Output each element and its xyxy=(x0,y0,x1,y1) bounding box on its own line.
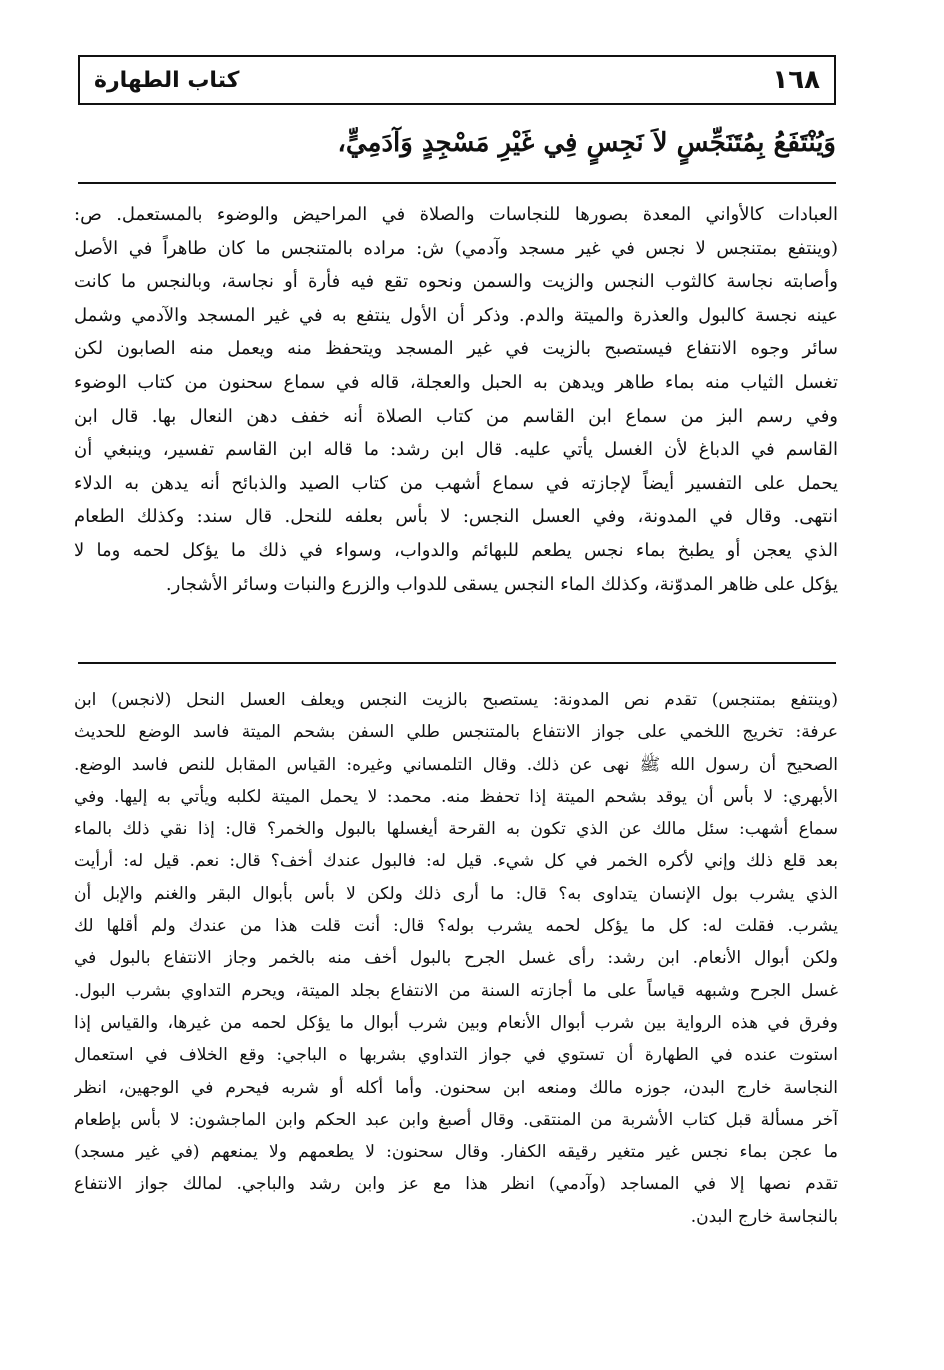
sharh-line: عينه نجسة كالبول والعذرة والميتة والدم. وذكر أن الأول ينتفع به في غير المسجد والآدمي وشمل xyxy=(74,304,838,326)
sharh-line: الذي يعجن أو يطبخ بماء نجس يطعم للبهائم والدواب، وسواء في ذلك ما يؤكل لحمه وما لا xyxy=(74,539,838,561)
sharh-line: تغسل الثياب منه بماء طاهر ويدهن به الحبل والعجلة، قاله في سماع سحنون من كتاب الوضوء xyxy=(74,371,838,393)
hashiya-line: الصحيح أن رسول الله ﷺ نهى عن ذلك. وقال التلمساني وغيره: القياس المقابل للنص فاسد الوضع. xyxy=(74,754,838,775)
hashiya-line: استوت عنده في الطهارة أن تستوي في جواز التداوي بشربها ه الباجي: وقع الخلاف في استعمال xyxy=(74,1045,838,1066)
hashiya-line: بعد قلع ذلك وإني لأكره الخمر في كل شيء. قيل له: فالبول عندك أخف؟ قال: نعم. قيل له: أرأيت xyxy=(74,851,838,872)
sharh-line: انتهى. وقال في المدونة، وفي العسل النجس: لا بأس بعلفه للنحل. قال سند: وكذلك الطعام xyxy=(74,506,838,528)
hashiya-line: ولكن أبوال الأنعام. ابن رشد: رأى غسل الجرح بالبول أخف منه بالخمر وجاز الانتفاع بالبول في xyxy=(74,948,838,969)
sharh-line: العبادات كالأواني المعدة بصورها للنجاسات والصلاة في المراحيض والوضوء بالمستعمل. ص: xyxy=(74,204,838,225)
sharh-line: يؤكل على ظاهر المدوّنة، وكذلك الماء النجس يسقى للدواب والزرع والنبات وسائر الأشجار. xyxy=(165,573,838,595)
sharh-line: يحمل على التفسير أيضاً لإجازته في سماع أشهب من كتاب الصيد والذبائح أنه يدهن به الدلاء xyxy=(74,472,838,494)
hashiya-line: ما عجن بماء نجس غير متغير رقيقه الكفار. وقال سحنون: لا يطعمهم ولا يمنعهم (في غير مسجد) xyxy=(74,1142,838,1163)
hashiya-footnotes xyxy=(74,684,838,1233)
hashiya-line: الذي يشرب بول الإنسان يتداوى به؟ قال: ما أرى ذلك ولكن لا بأس بأبوال البقر والغنم والإبل أن xyxy=(74,883,838,904)
hashiya-line: بالنجاسة خارج البدن. xyxy=(690,1206,838,1227)
hashiya-line: (وينتفع بمتنجس) تقدم نص المدونة: يستصبح بالزيت النجس ويعلف العسل النحل (لانجس) ابن xyxy=(74,690,838,710)
sharh-commentary xyxy=(74,198,838,601)
hashiya-line: يشرب. فقلت له: كل ما يؤكل لحمه يشرب بوله؟ قال: أنت قلت هذا من عندك ولم أقلها لك xyxy=(74,916,838,937)
hashiya-line: آخر مسألة قبل كتاب الأشربة من المنتقى. وقال أصبغ وابن عبد الحكم وابن الماجشون: لا بأس بإطعام xyxy=(74,1109,838,1130)
sharh-line: وأصابته نجاسة كالثوب النجس والزيت والسمن ونحوه تقع فيه فأرة أو نجاسة، وبالنجس ما كانت xyxy=(74,271,838,293)
sharh-line: (وينتفع بمتنجس لا نجس في غير مسجد وآدمي) ش: مراده بالمتنجس ما كان طاهراً في الأصل xyxy=(74,237,838,259)
hashiya-line: وفرق في هذه الرواية بين شرب أبوال الأنعام وبين شرب أبوال ما يؤكل لحمه من غيرها، والقياس إذا xyxy=(74,1012,838,1033)
matn-text: وَيُنْتَفَعُ بِمُتَنَجِّسٍ لاَ نَجِسٍ فِي غَيْرِ مَسْجِدٍ وَآدَمِيٍّ، xyxy=(337,128,836,158)
sharh-line: القاسم في الدباغ لأن الغسل يأتي عليه. قال ابن رشد: ما قاله ابن القاسم تفسير، وينبغي أن xyxy=(74,439,838,461)
hashiya-line: سماع أشهب: سئل مالك عن الذي تكون به القرحة أيغسلها بالبول والخمر؟ قال: إذا نقي ذلك بالماء xyxy=(74,819,838,840)
hashiya-line: تقدم نصها إلا في المساجد (وآدمي) انظر هذا مع عز وابن رشد والباجي. لمالك جواز الانتفاع xyxy=(74,1174,838,1195)
hashiya-line: الأبهري: لا بأس أن يوقد بشحم الميتة إذا تحفظ منه. محمد: لا يحمل الميتة لكلبه ويأتي به إليها. وفي xyxy=(74,786,838,807)
book-title: كتاب الطهارة xyxy=(94,67,240,93)
page-header xyxy=(78,55,836,105)
sharh-line: سائر وجوه الانتفاع فيستصبح بالزيت في غير المسجد ويتحفظ منه ويعمل منه الصابون لكن xyxy=(74,338,838,360)
divider-footnotes xyxy=(78,662,836,664)
hashiya-line: غسل الجرح وشبهه قياساً على ما أجازته السنة من الانتفاع بجلد الميتة، ويحرم التداوي بشرب البول. xyxy=(74,980,838,1001)
divider-top xyxy=(78,182,836,184)
sharh-line: وفي رسم البز من سماع ابن القاسم من كتاب الصلاة أنه خفف دهن النعال بها. قال ابن xyxy=(74,405,838,427)
hashiya-line: النجاسة خارج البدن، جوزه مالك ومنعه ابن سحنون. وأما أكله أو شربه فيحرم في الوجهين، انظر xyxy=(74,1077,838,1098)
page-number: ١٦٨ xyxy=(772,65,820,95)
hashiya-line: عرفة: تخريج اللخمي على جواز الانتفاع بالمتنجس طلي السفن بشحم الميتة فاسد الوضع للحديث xyxy=(74,722,838,743)
